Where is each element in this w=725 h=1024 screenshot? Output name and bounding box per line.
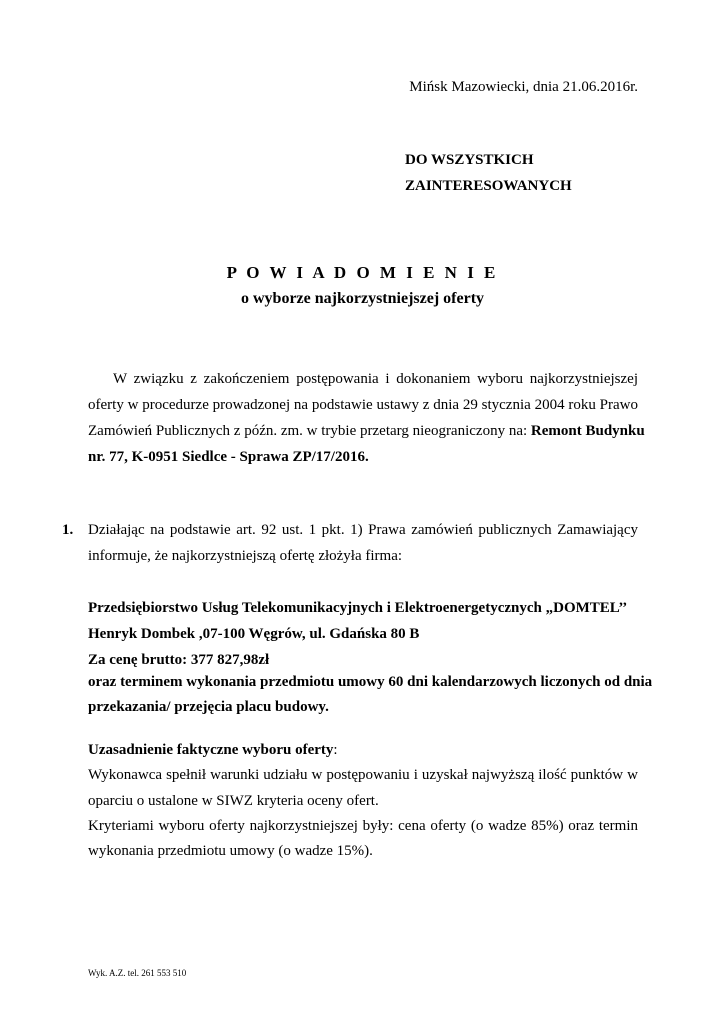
recipient-line-2: ZAINTERESOWANYCH — [405, 178, 572, 194]
justification-heading-colon: : — [333, 742, 338, 758]
justification-heading — [88, 741, 338, 759]
justification-heading-text: Uzasadnienie faktyczne wyboru oferty — [88, 742, 334, 758]
section1-line-1: Działając na podstawie art. 92 ust. 1 pkt. 1) Prawa zamówień publicznych Zamawiający — [88, 522, 638, 538]
document-subtitle: o wyborze najkorzystniejszej oferty — [240, 290, 485, 307]
contract-name-start: Remont Budynku — [530, 423, 645, 439]
winner-term-line-2: przekazania/ przejęcia placu budowy. — [88, 699, 329, 715]
intro-line-3 — [88, 422, 645, 440]
winner-price: Za cenę brutto: 377 827,98zł — [88, 652, 270, 668]
justification-line-2: oparciu o ustalone w SIWZ kryteria oceny ofert. — [88, 793, 379, 809]
section1-line-2: informuje, że najkorzystniejszą ofertę złożyła firma: — [88, 548, 403, 564]
justification-line-1: Wykonawca spełnił warunki udziału w postępowaniu i uzyskał najwyższą ilość punktów w — [88, 767, 638, 783]
contract-name-end: nr. 77, K-0951 Siedlce - Sprawa ZP/17/2016. — [88, 449, 369, 465]
intro-line-2: oferty w procedurze prowadzonej na podstawie ustawy z dnia 29 stycznia 2004 roku Prawo — [88, 397, 638, 413]
footer-note: Wyk. A.Z. tel. 261 553 510 — [88, 968, 187, 978]
intro-line-1: W związku z zakończeniem postępowania i dokonaniem wyboru najkorzystniejszej — [113, 371, 638, 387]
section-number: 1. — [62, 522, 74, 538]
winner-term-line-1: oraz terminem wykonania przedmiotu umowy 60 dni kalendarzowych liczonych od dnia — [88, 674, 653, 690]
justification-line-4: wykonania przedmiotu umowy (o wadze 15%). — [88, 843, 373, 859]
intro-line-3-text: Zamówień Publicznych z późn. zm. w trybie przetarg nieograniczony na: — [88, 423, 531, 439]
recipient-line-1: DO WSZYSTKICH — [405, 152, 534, 168]
justification-line-3: Kryteriami wyboru oferty najkorzystniejszej były: cena oferty (o wadze 85%) oraz termin — [88, 818, 638, 834]
date-line: Mińsk Mazowiecki, dnia 21.06.2016r. — [409, 79, 638, 95]
winner-company: Przedsiębiorstwo Usług Telekomunikacyjnych i Elektroenergetycznych „DOMTEL’’ — [88, 600, 628, 616]
document-title: P O W I A D O M I E N I E — [226, 263, 499, 282]
winner-address: Henryk Dombek ,07-100 Węgrów, ul. Gdańska 80 B — [88, 626, 420, 642]
